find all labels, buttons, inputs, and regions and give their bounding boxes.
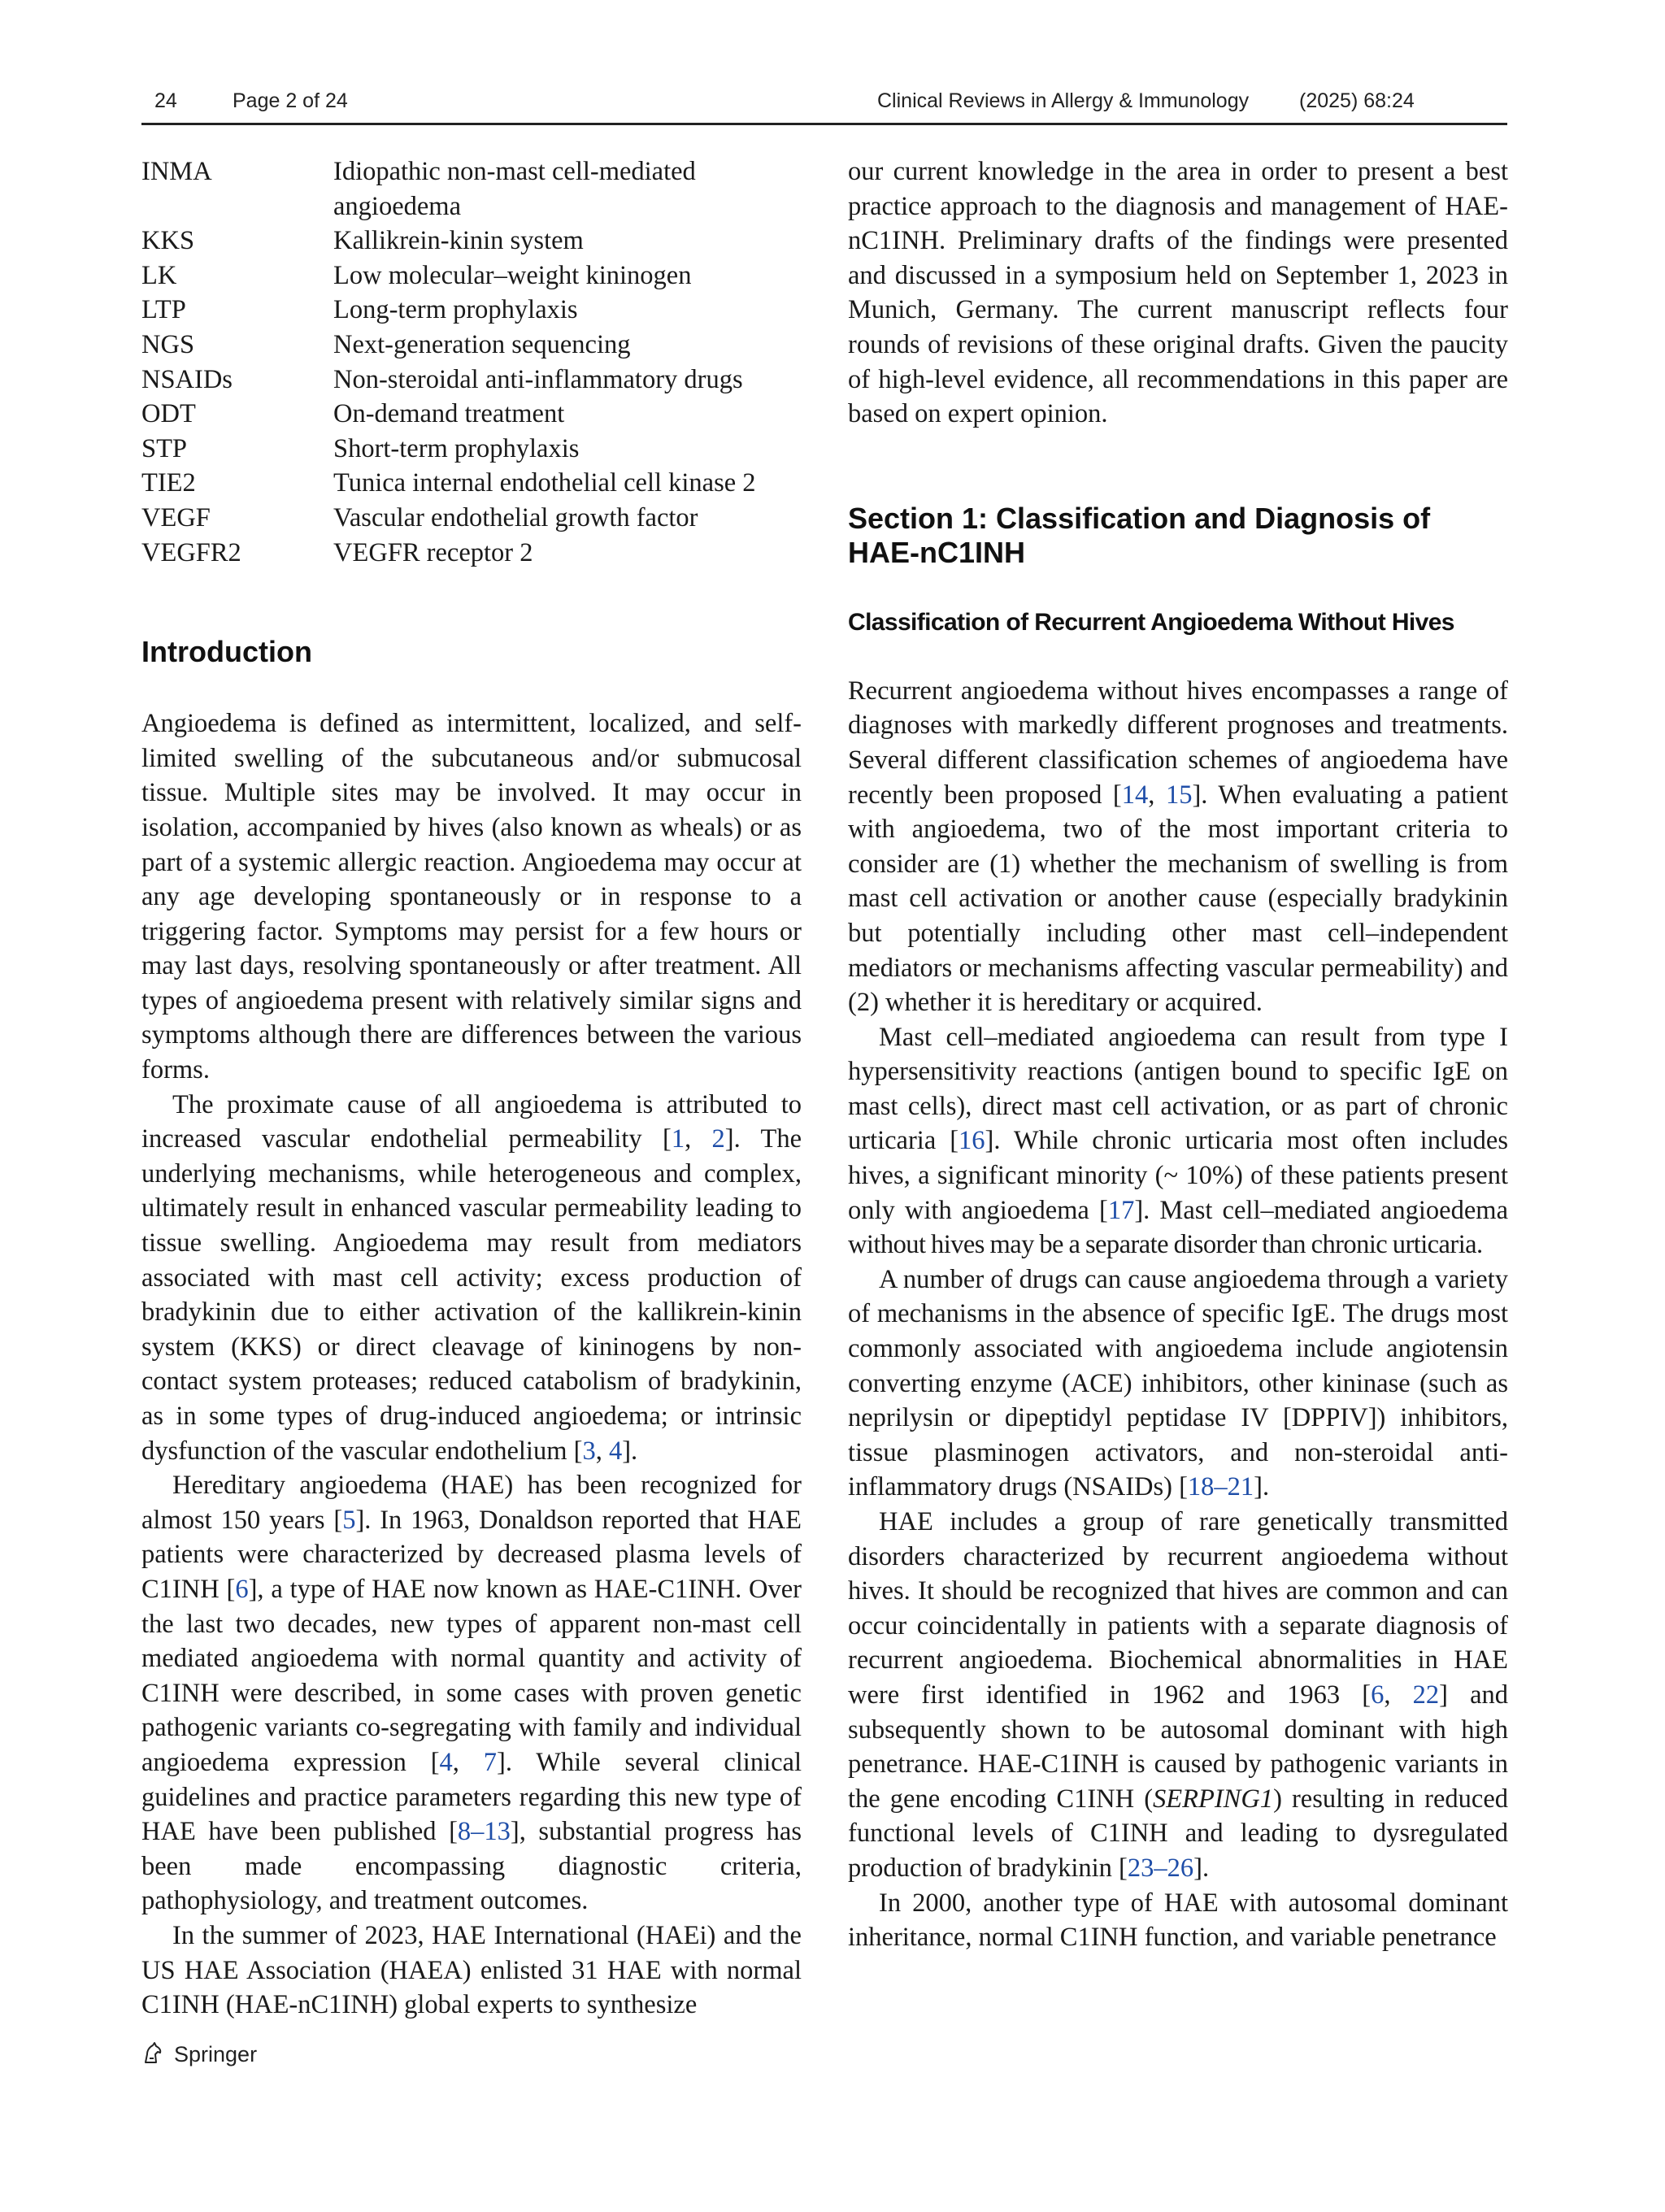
running-header — [141, 85, 1507, 120]
abbreviation-term: VEGFR2 — [141, 537, 241, 567]
citation-link[interactable]: 7 — [483, 1747, 498, 1777]
citation-link[interactable]: 14 — [1121, 780, 1149, 810]
abbreviation-row — [141, 293, 802, 328]
intro-paragraph-4: In the summer of 2023, HAE International (HAEi) and the US HAE Association (HAEA) enlisted 31 HAE with normal C1INH (HAE-nC1INH) global experts to synthesize — [141, 1920, 802, 2020]
citation-link[interactable]: 15 — [1165, 780, 1193, 810]
citation-link[interactable]: 6 — [235, 1574, 249, 1604]
citation-link[interactable]: 22 — [1412, 1680, 1440, 1710]
abbreviations-table — [141, 154, 802, 570]
abbreviation-definition: Next-generation sequencing — [333, 329, 631, 359]
continued-paragraph: our current knowledge in the area in order to present a best practice approach to the diagnosis and management of HAE-nC1INH. Preliminary drafts of the findings were presented and discussed in a symposium held on September 1, 2023 in Munich, Germany. The current manuscript reflects four rounds of revisions of these original drafts. Given the paucity of high-level evidence, all recommendations in this paper are based on expert opinion. — [848, 157, 1508, 429]
abbreviation-definition: On-demand treatment — [333, 399, 565, 429]
abbreviation-row — [141, 259, 802, 293]
right-column — [848, 154, 1508, 1955]
abbreviation-term: INMA — [141, 157, 212, 186]
intro-paragraph-2: The proximate cause of all angioedema is attributed to increased vascular endothelial permeability [1, 2]. The underlying mechanisms, while heterogeneous and complex, ultimately result in enhanced vascular permeability leading to tissue swelling. Angioedema may result from mediators associated with mast cell activity; excess production of bradykinin due to either activation of the kallikrein-kinin system (KKS) or direct cleavage of kininogens by non- contact system proteases; reduced catabolism of bradykinin, as in some types of drug-induced angioedema; or intrinsic dysfunction of the vascular endothelium [3, 4]. — [141, 1089, 802, 1466]
abbreviation-row — [141, 466, 802, 501]
abbreviation-row — [141, 154, 802, 224]
abbreviation-row — [141, 536, 802, 571]
citation-link[interactable]: 6 — [1371, 1680, 1385, 1710]
abbreviation-term: KKS — [141, 226, 195, 256]
citation-link[interactable]: 16 — [959, 1126, 985, 1156]
header-rule — [141, 123, 1507, 125]
abbreviation-row — [141, 224, 802, 259]
section-1-heading: Section 1: Classification and Diagnosis of HAE-nC1INH — [848, 501, 1431, 569]
abbreviation-row — [141, 397, 802, 432]
citation-link[interactable]: 1 — [671, 1124, 685, 1154]
abbreviation-row — [141, 432, 802, 467]
left-column — [141, 154, 802, 2023]
classification-paragraph-1: Recurrent angioedema without hives encompasses a range of diagnoses with markedly different prognoses and treatments. Several different classification schemes of angioedema have recently been proposed [14, 15]. When evaluating a patient with angioedema, two of the most important criteria to consider are (1) whether the mechanism of swelling is from mast cell activation or another cause (especially bradykinin but potentially including other mast cell–independent mediators or mechanisms affecting vascular permeability) and (2) whether it is hereditary or acquired. — [848, 676, 1508, 1018]
citation-link[interactable]: 2 — [711, 1124, 725, 1154]
abbreviation-term: NGS — [141, 329, 195, 359]
citation-link[interactable]: 8–13 — [457, 1817, 511, 1847]
abbreviation-term: LTP — [141, 295, 186, 325]
abbreviation-term: ODT — [141, 399, 196, 429]
abbreviation-definition: Kallikrein-kinin system — [333, 226, 584, 256]
journal-title: Clinical Reviews in Allergy & Immunology — [877, 89, 1250, 112]
citation-link[interactable]: 17 — [1107, 1195, 1135, 1225]
article-number: 24 — [154, 89, 177, 112]
intro-paragraph-1: Angioedema is defined as intermittent, localized, and self-limited swelling of the subcutaneous and/or submucosal tissue. Multiple sites may be involved. It may occur in isolation, accompanied by hives (also known as wheals) or as part of a systemic allergic reaction. Angioedema may occur at any age developing spontaneously or in response to a triggering factor. Symptoms may persist for a few hours or may last days, resolving spontaneously or after treatment. All types of angioedema present with relatively similar signs and symptoms although there are differences between the various forms. — [141, 709, 802, 1085]
abbreviation-definition: Long-term prophylaxis — [333, 295, 578, 325]
abbreviation-term: STP — [141, 433, 188, 463]
abbreviation-definition: VEGFR receptor 2 — [333, 537, 533, 567]
classification-paragraph-3: A number of drugs can cause angioedema through a variety of mechanisms in the absence of specific IgE. The drugs most commonly associated with angioedema include angiotensin converting enzyme (ACE) inhibitors, other kininase (such as neprilysin or dipeptidyl peptidase IV [DPPIV]) inhibitors, tissue plasminogen activators, and non-steroidal anti-inflammatory drugs (NSAIDs) [18–21]. — [848, 1264, 1508, 1502]
abbreviation-term: TIE2 — [141, 468, 196, 498]
abbreviation-definition: Non-steroidal anti-inflammatory drugs — [333, 364, 743, 394]
abbreviation-term: LK — [141, 260, 177, 290]
publisher-name: Springer — [174, 2042, 258, 2066]
page-label: Page 2 of 24 — [233, 89, 348, 112]
introduction-heading: Introduction — [141, 635, 312, 669]
classification-subheading: Classification of Recurrent Angioedema Without Hives — [848, 608, 1454, 636]
classification-paragraph-2: Mast cell–mediated angioedema can result from type I hypersensitivity reactions (antigen bound to specific IgE on mast cells), direct mast cell activation, or as part of chronic urticaria [16]. While chronic urticaria most often includes hives, a significant minority (~ 10%) of these patients present only with angioedema [17]. Mast cell–mediated angioedema without hives may be a separate disorder than chronic urticaria. — [848, 1022, 1508, 1260]
abbreviation-definition: Low molecular–weight kininogen — [333, 260, 692, 290]
abbreviation-term: VEGF — [141, 502, 211, 532]
abbreviation-row — [141, 363, 802, 398]
citation-link[interactable]: 4 — [608, 1436, 623, 1466]
abbreviation-definition: Idiopathic non-mast cell-mediated angioedema — [333, 157, 696, 221]
classification-paragraph-5: In 2000, another type of HAE with autosomal dominant inheritance, normal C1INH function, and variable penetrance — [848, 1888, 1508, 1953]
citation-link[interactable]: 4 — [439, 1747, 453, 1777]
abbreviation-row — [141, 501, 802, 536]
abbreviation-definition: Short-term prophylaxis — [333, 433, 580, 463]
classification-paragraph-4: HAE includes a group of rare genetically transmitted disorders characterized by recurrent angioedema without hives. It should be recognized that hives are common and can occur coincidentally in patients with a separate diagnosis of recurrent angioedema. Biochemical abnormalities in HAE were first identified in 1962 and 1963 [6, 22] and subsequently shown to be autosomal dominant with high penetrance. HAE-C1INH is caused by pathogenic variants in the gene encoding C1INH (SERPING1) resulting in reduced functional levels of C1INH and leading to dysregulated production of bradykinin [23–26]. — [848, 1507, 1509, 1883]
abbreviation-definition: Tunica internal endothelial cell kinase 2 — [333, 468, 756, 498]
intro-paragraph-3: Hereditary angioedema (HAE) has been recognized for almost 150 years [5]. In 1963, Donaldson reported that HAE patients were characterized by decreased plasma levels of C1INH [6], a type of HAE now known as HAE-C1INH. Over the last two decades, new types of apparent non-mast cell mediated angioedema with normal quantity and activity of C1INH were described, in some cases with proven genetic pathogenic variants co-segregating with family and individual angioedema expression [4, 7]. While several clinical guidelines and practice parameters regarding this new type of HAE have been published [8–13], substantial progress has been made encompassing diagnostic criteria, pathophysiology, and treatment outcomes. — [141, 1471, 802, 1916]
abbreviation-term: NSAIDs — [141, 364, 233, 394]
springer-horse-icon — [140, 2040, 166, 2066]
gene-name: SERPING1 — [1153, 1784, 1274, 1814]
citation-link[interactable]: 23–26 — [1127, 1853, 1194, 1883]
citation-link[interactable]: 18–21 — [1187, 1472, 1254, 1502]
abbreviations-body — [141, 154, 802, 570]
citation-link[interactable]: 3 — [582, 1436, 596, 1466]
journal-citation: (2025) 68:24 — [1299, 89, 1415, 112]
abbreviation-definition: Vascular endothelial growth factor — [333, 502, 698, 532]
abbreviation-row — [141, 328, 802, 363]
citation-link[interactable]: 5 — [342, 1505, 356, 1535]
